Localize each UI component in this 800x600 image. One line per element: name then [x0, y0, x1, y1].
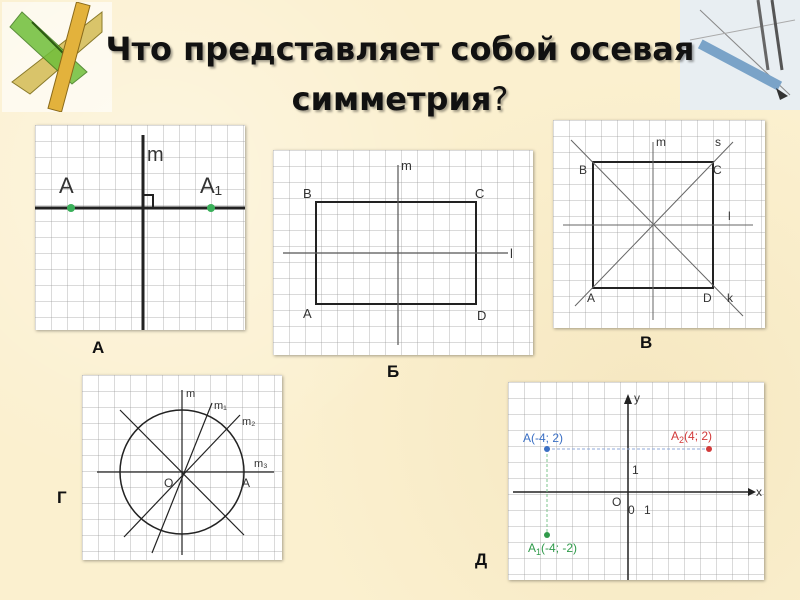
label-origin: O — [612, 495, 622, 509]
label-a1-coords: $A_1(-4$; -2) — [528, 541, 578, 557]
panel-a — [35, 125, 245, 330]
label-m3: m₃ — [254, 458, 268, 470]
label-l: l — [728, 209, 731, 223]
label-a: A — [59, 173, 74, 198]
label-m1: m₁ — [214, 400, 227, 412]
panel-d-figure — [508, 382, 764, 580]
label-m: m — [401, 158, 412, 173]
panel-d — [508, 382, 764, 580]
panel-g-figure — [82, 375, 282, 560]
x-arrow — [748, 488, 756, 496]
title-question-mark: ? — [491, 80, 509, 118]
point-a1 — [544, 532, 550, 538]
panel-g — [82, 375, 282, 560]
label-a: A — [242, 476, 251, 490]
point-a1 — [207, 204, 215, 212]
label-m: m — [147, 144, 164, 166]
point-a — [544, 446, 550, 452]
vertex-c: C — [475, 186, 485, 201]
vertex-b: B — [303, 186, 312, 201]
label-m: m — [656, 135, 666, 149]
panel-a-figure — [35, 125, 245, 330]
point-a2 — [706, 446, 712, 452]
vertex-d: D — [703, 291, 712, 305]
panel-v-figure — [553, 120, 765, 328]
label-x: x — [756, 485, 762, 499]
vertex-b: B — [579, 163, 588, 177]
label-o: O — [164, 476, 174, 490]
label-a-coords: A(-4; 2) — [523, 431, 564, 445]
label-a2-coords: $A_2(4$; 2) — [671, 429, 713, 445]
panel-v — [553, 120, 765, 328]
point-a — [67, 204, 75, 212]
label-m2: m₂ — [242, 416, 256, 428]
label-one-x: 1 — [644, 503, 651, 517]
label-one-y: 1 — [632, 463, 639, 477]
vertex-d: D — [477, 308, 487, 323]
label-y: y — [634, 391, 640, 405]
panel-b — [273, 150, 533, 355]
y-arrow — [624, 394, 632, 404]
label-s: s — [715, 135, 721, 149]
panel-d-label: Д — [475, 550, 488, 569]
label-m: m — [186, 388, 196, 400]
panel-b-label: Б — [387, 362, 400, 381]
label-l: l — [510, 246, 513, 261]
label-k: k — [727, 291, 733, 305]
title-main: Что представляет собой осевая симметрия — [105, 30, 695, 118]
label-zero: 0 — [628, 503, 635, 517]
vertex-a: A — [303, 306, 312, 321]
vertex-c: C — [713, 163, 722, 177]
panel-v-label: В — [640, 333, 653, 352]
panel-a-label: А — [92, 338, 105, 357]
label-a1: A₁ — [200, 173, 223, 198]
panel-g-label: Г — [57, 488, 67, 507]
vertex-a: A — [587, 291, 596, 305]
panel-b-figure — [273, 150, 533, 355]
slide-title — [80, 24, 720, 124]
